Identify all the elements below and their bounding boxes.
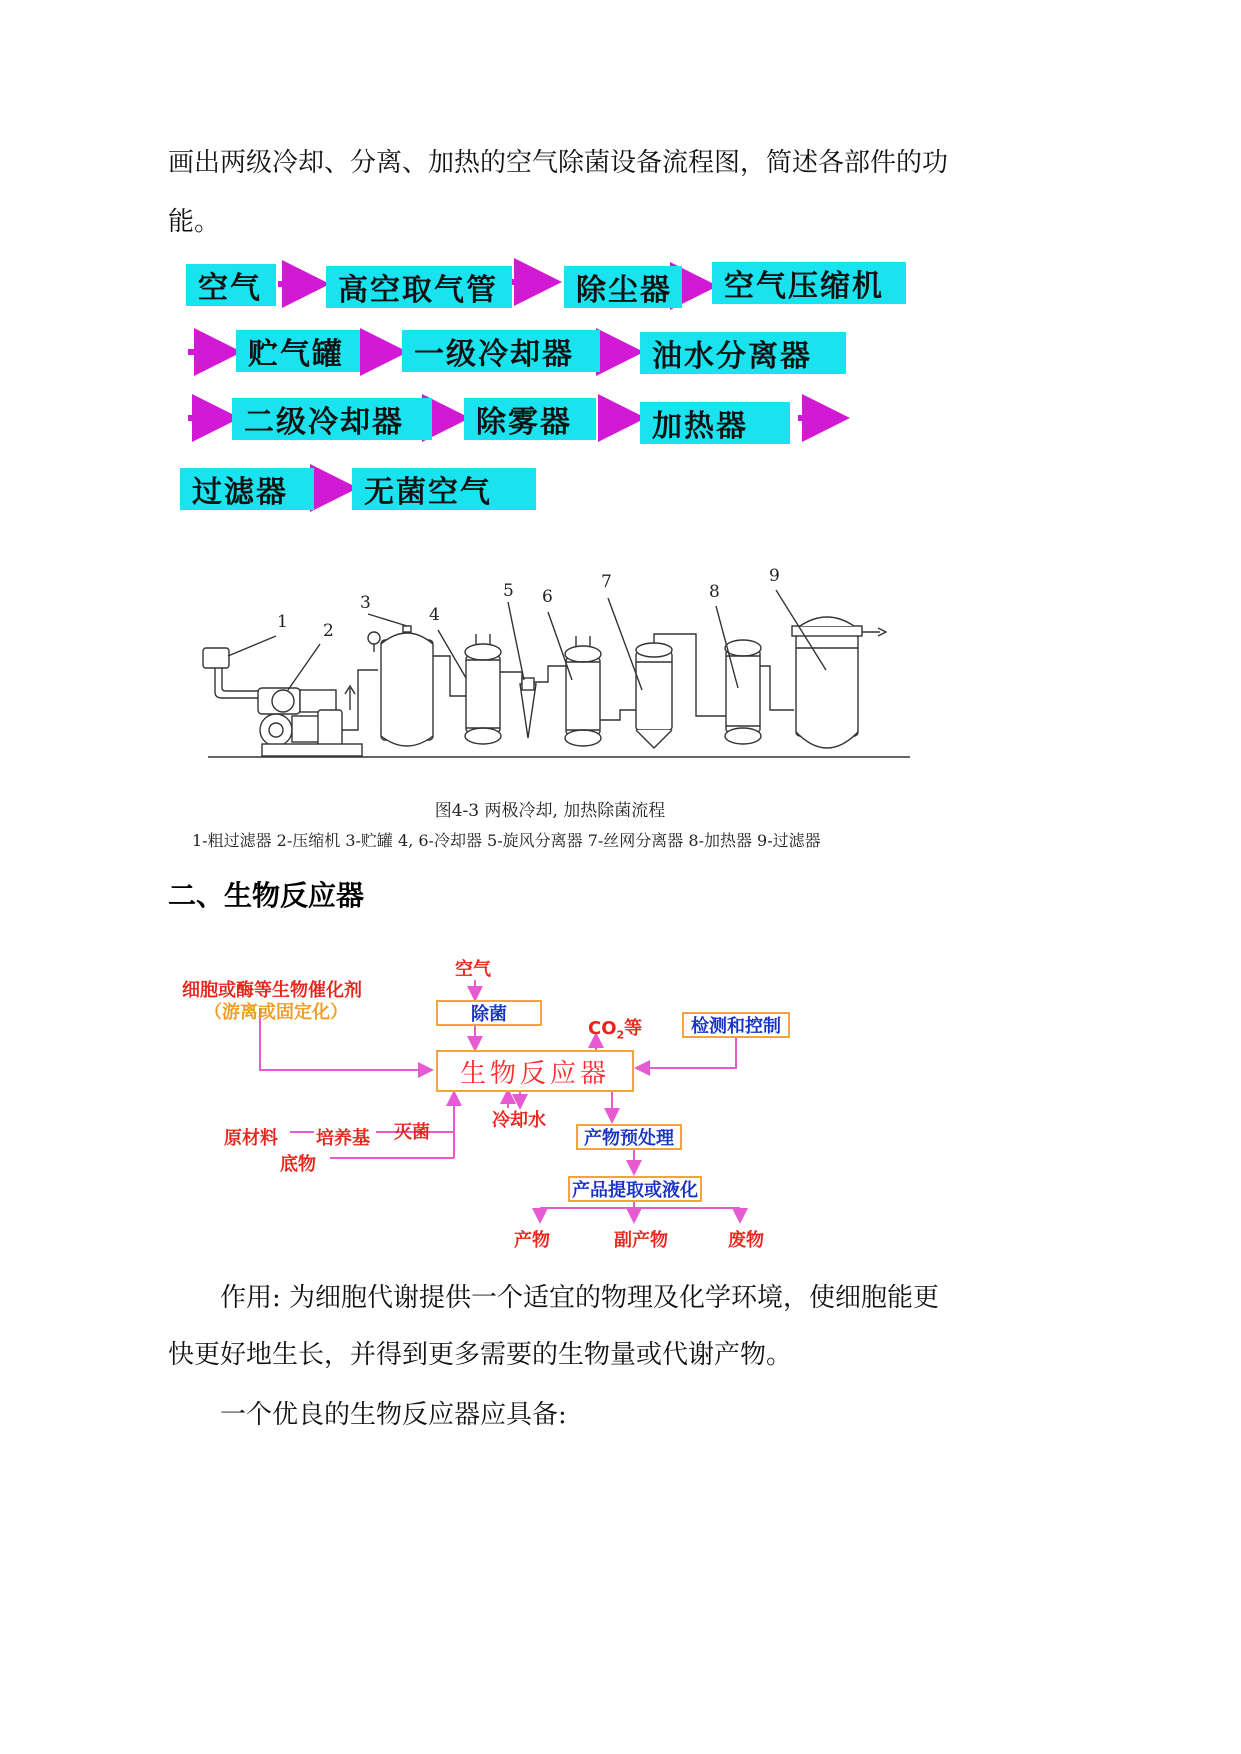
- byproduct-label: 副产物: [614, 1230, 668, 1251]
- flow-arrows: [0, 0, 1241, 520]
- figure-number-9: 9: [769, 566, 780, 586]
- cooling-water-label: 冷却水: [492, 1110, 546, 1131]
- raw-material-label: 原材料: [224, 1128, 278, 1149]
- product-extraction-box: 产品提取或液化: [568, 1176, 702, 1202]
- bioreactor-box: 生物反应器: [436, 1050, 634, 1092]
- flow-box-heater: 加热器: [640, 402, 790, 444]
- flow-box-primary-cooler: 一级冷却器: [402, 330, 600, 372]
- flow-box-dust-remover: 除尘器: [564, 266, 682, 308]
- sterilization-box: 除菌: [436, 1000, 542, 1026]
- flow-box-secondary-cooler: 二级冷却器: [232, 398, 432, 440]
- flow-box-air: 空气: [186, 264, 276, 306]
- figure-number-6: 6: [542, 587, 553, 607]
- flow-box-storage-tank: 贮气罐: [236, 330, 360, 372]
- intro-line-1: 画出两级冷却、分离、加热的空气除菌设备流程图，简述各部件的功: [168, 148, 949, 178]
- product-pretreatment-box: 产物预处理: [576, 1124, 682, 1150]
- sterilize-label: 灭菌: [394, 1122, 430, 1143]
- figure-number-7: 7: [601, 572, 612, 592]
- co2-label: $CO_2$等: [588, 1018, 643, 1042]
- catalyst-sub-label: （游离或固定化）: [204, 1002, 348, 1023]
- flow-box-filter: 过滤器: [180, 468, 314, 510]
- figure-number-1: 1: [277, 612, 288, 632]
- flow-box-oil-water-separator: 油水分离器: [640, 332, 846, 374]
- catalyst-label: 细胞或酶等生物催化剂: [182, 980, 362, 1001]
- figure-number-8: 8: [709, 582, 720, 602]
- body-para-1-line-1: 作用: 为细胞代谢提供一个适宜的物理及化学环境，使细胞能更: [220, 1283, 940, 1313]
- section-heading: 二、生物反应器: [168, 879, 365, 912]
- medium-label: 培养基: [316, 1128, 370, 1149]
- intro-line-2: 能。: [168, 207, 221, 237]
- figure-number-3: 3: [360, 593, 371, 613]
- figure-number-4: 4: [429, 605, 440, 625]
- flow-box-sterile-air: 无菌空气: [352, 468, 536, 510]
- equipment-drawing: [0, 560, 1241, 770]
- product-label: 产物: [514, 1230, 550, 1251]
- figure-number-2: 2: [323, 621, 334, 641]
- flow-box-demister: 除雾器: [464, 398, 596, 440]
- figure-number-5: 5: [503, 581, 514, 601]
- waste-label: 废物: [728, 1230, 764, 1251]
- monitor-control-box: 检测和控制: [682, 1012, 790, 1038]
- body-para-2: 一个优良的生物反应器应具备:: [220, 1400, 567, 1430]
- substrate-label: 底物: [280, 1154, 316, 1175]
- body-para-1-line-2: 快更好地生长，并得到更多需要的生物量或代谢产物。: [168, 1340, 793, 1370]
- air-label: 空气: [455, 959, 491, 980]
- figure-caption: 图4-3 两极冷却, 加热除菌流程: [434, 801, 666, 821]
- figure-legend: 1-粗过滤器 2-压缩机 3-贮罐 4, 6-冷却器 5-旋风分离器 7-丝网分离器 8-加热器 9-过滤器: [192, 831, 821, 850]
- flow-box-compressor: 空气压缩机: [712, 262, 906, 304]
- flow-box-high-intake: 高空取气管: [326, 266, 512, 308]
